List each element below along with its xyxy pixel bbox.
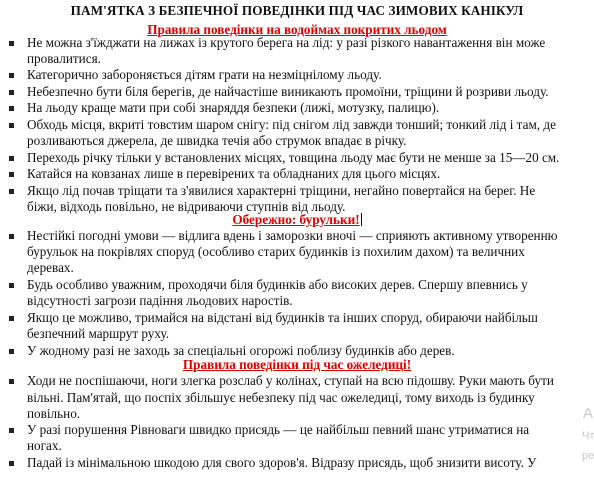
list-item-line: Якщо лід почав тріщати та з'явилися характерні тріщини, негайно повертайся на берег. Не bbox=[27, 183, 536, 198]
bullet-marker bbox=[9, 461, 14, 466]
list-item-line: Ходи не поспішаючи, ноги злегка розслаб у колінах, ступай на всю підошву. Руки мають бути bbox=[27, 373, 554, 388]
bullet-marker bbox=[9, 73, 14, 78]
list-item-line: деревах. bbox=[27, 260, 74, 275]
bullet-marker bbox=[9, 234, 14, 239]
text-cursor bbox=[361, 213, 362, 226]
page-title: ПАМ'ЯТКА З БЕЗПЕЧНОЇ ПОВЕДІНКИ ПІД ЧАС ЗИМОВИХ КАНІКУЛ bbox=[70, 3, 524, 18]
list-item-line: повільно. bbox=[27, 406, 81, 421]
list-item-line: Небезпечно бути біля берегів, де найчастіше виникають промоїни, тріщини й розриви льоду. bbox=[27, 84, 549, 99]
list-item-line: Якщо це можливо, тримайся на відстані від будинків та інших споруд, обираючи найбільш bbox=[27, 310, 538, 325]
list-item-line: На льоду краще мати при собі знаряддя безпеки (лижі, мотузку, палицю). bbox=[27, 100, 440, 115]
side-panel-text: А bbox=[583, 405, 594, 422]
section-heading bbox=[0, 357, 594, 373]
list-item-line: Обходь місця, вкриті товстим шаром снігу: під снігом лід завжди тонший; тонкий лід і там, де bbox=[27, 117, 556, 132]
section-heading-text: Правила поведінки під час ожеледиці! bbox=[182, 357, 412, 372]
bullet-marker bbox=[9, 156, 14, 161]
bullet-marker bbox=[9, 189, 14, 194]
section-heading-text: Правила поведінки на водоймах покритих льодом bbox=[147, 22, 447, 37]
bullet-marker bbox=[9, 283, 14, 288]
bullet-marker bbox=[9, 106, 14, 111]
list-item-line: безпечний маршрут руху. bbox=[27, 326, 170, 341]
list-item-line: Переходь річку тільки у встановлених місцях, товщина льоду має бути не менше за 15—20 см. bbox=[27, 150, 560, 165]
list-item-line: Не можна з'їжджати на лижах із крутого берега на лід: у разі різкого навантаження він може bbox=[27, 35, 546, 50]
section-heading bbox=[0, 212, 594, 228]
bullet-marker bbox=[9, 379, 14, 384]
list-item-line: Нестійкі погодні умови — відлига вдень і заморозки вночі — сприяють активному утворенню bbox=[27, 228, 558, 243]
bullet-marker bbox=[9, 90, 14, 95]
list-item-line: У разі порушення Рівноваги швидко присядь — це найбільш певний шанс утриматися на bbox=[27, 422, 530, 437]
list-item-line: бурульок на покрівлях споруд (особливо старих будинків із похилим дахом) та величних bbox=[27, 244, 525, 259]
bullet-marker bbox=[9, 41, 14, 46]
bullet-marker bbox=[9, 349, 14, 354]
side-panel-text: Чт bbox=[582, 430, 594, 442]
list-item-line: Катайся на ковзанах лише в перевірених та обладнаних для цього місцях. bbox=[27, 166, 441, 181]
list-item-line: Падай із мінімальною шкодою для свого здоров'я. Відразу присядь, щоб знизити висоту. У bbox=[27, 455, 537, 470]
bullet-marker bbox=[9, 316, 14, 321]
side-panel-text: ре bbox=[582, 450, 594, 462]
list-item-line: Категорично забороняється дітям грати на незміцнілому льоду. bbox=[27, 67, 382, 82]
list-item-line: відсутності загрози падіння льодових наростів. bbox=[27, 293, 293, 308]
section-heading-text: Обережно: бурульки! bbox=[232, 212, 360, 227]
bullet-marker bbox=[9, 123, 14, 128]
list-item-line: Будь особливо уважним, проходячи біля будинків або високих дерев. Спершу впевнись у bbox=[27, 277, 528, 292]
list-item-line: У жодному разі не заходь за спеціальні огорожі поблизу будинків або дерев. bbox=[27, 343, 455, 358]
list-item-line: вільні. Пам'ятай, що поспіх збільшує небезпеку під час ожеледиці, тому виходь із будинку bbox=[27, 390, 535, 405]
list-item-line: провалитися. bbox=[27, 51, 101, 66]
list-item-line: біжи, відходь повільно, не відриваючи ступнів від льоду. bbox=[27, 199, 346, 214]
bullet-marker bbox=[9, 428, 14, 433]
list-item-line: розливаються джерела, де швидка течія або струмок впадає в річку. bbox=[27, 133, 407, 148]
list-item-line: ногах. bbox=[27, 438, 62, 453]
bullet-marker bbox=[9, 172, 14, 177]
